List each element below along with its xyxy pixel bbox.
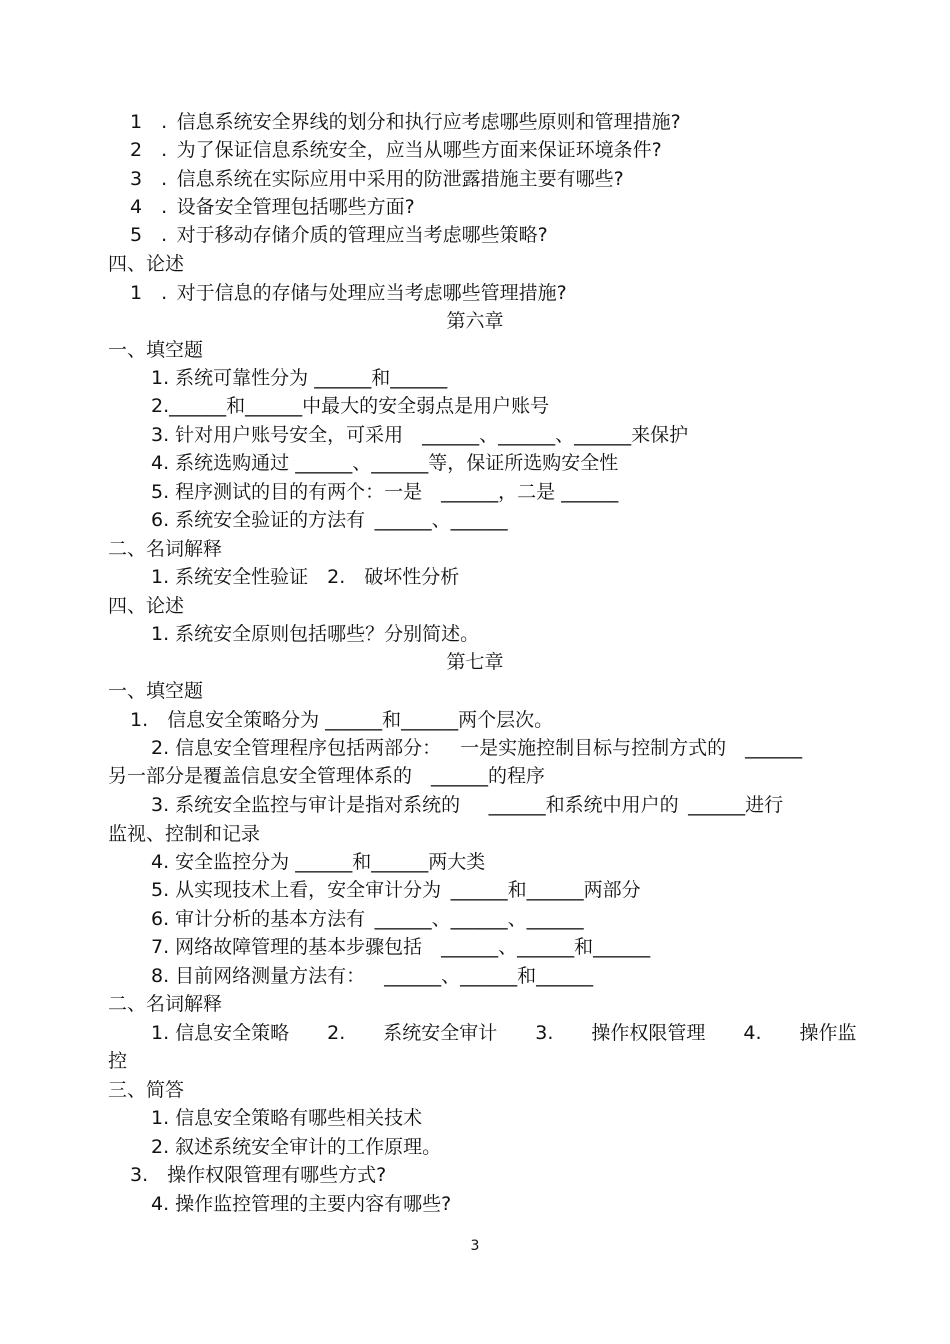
question-line: 2 . 为了保证信息系统安全，应当从哪些方面来保证环境条件?: [130, 139, 662, 161]
question-line: 5 . 对于移动存储介质的管理应当考虑哪些策略?: [130, 224, 548, 246]
section-heading: 四、论述: [108, 253, 185, 275]
question-line: 3. 系统安全监控与审计是指对系统的 ______和系统中用户的 ______进行: [151, 794, 784, 816]
question-line: 1. 系统可靠性分为 ______和______: [151, 367, 448, 389]
question-line: 3 . 信息系统在实际应用中采用的防泄露措施主要有哪些?: [130, 168, 624, 190]
section-heading: 二、名词解释: [108, 993, 223, 1015]
question-line: 2. 信息安全管理程序包括两部分： 一是实施控制目标与控制方式的 ______: [151, 737, 803, 759]
question-line: 1. 系统安全性验证 2. 破坏性分析: [151, 566, 460, 588]
chapter-title: 第六章: [446, 310, 504, 332]
question-line: 1. 信息安全策略有哪些相关技术: [151, 1107, 423, 1129]
page-number: 3: [470, 1238, 480, 1254]
question-line: 控: [108, 1050, 128, 1072]
question-line: 1. 系统安全原则包括哪些？分别简述。: [151, 623, 480, 645]
question-line: 3. 操作权限管理有哪些方式?: [130, 1164, 387, 1186]
question-line: 1 . 对于信息的存储与处理应当考虑哪些管理措施?: [130, 282, 567, 304]
question-line: 1. 信息安全策略 2. 系统安全审计 3. 操作权限管理 4. 操作监: [151, 1022, 857, 1044]
question-line: 3. 针对用户账号安全，可采用 ______、______、______来保护: [151, 424, 689, 446]
question-line: 7. 网络故障管理的基本步骤包括 ______、______和______: [151, 936, 651, 958]
section-heading: 二、名词解释: [108, 538, 223, 560]
question-line: 2.______和______中最大的安全弱点是用户账号: [151, 395, 550, 417]
question-line: 4. 系统选购通过 ______、______等，保证所选购安全性: [151, 452, 619, 474]
question-line: 6. 系统安全验证的方法有 ______、______: [151, 509, 508, 531]
question-line: 4 . 设备安全管理包括哪些方面?: [130, 196, 415, 218]
section-heading: 四、论述: [108, 595, 185, 617]
question-line: 监视、控制和记录: [108, 823, 261, 845]
chapter-title: 第七章: [446, 651, 504, 673]
question-line: 4. 操作监控管理的主要内容有哪些?: [151, 1193, 452, 1215]
question-line: 8. 目前网络测量方法有： ______、______和______: [151, 965, 594, 987]
question-line: 4. 安全监控分为 ______和______两大类: [151, 851, 486, 873]
question-line: 1 . 信息系统安全界线的划分和执行应考虑哪些原则和管理措施?: [130, 111, 681, 133]
question-line: 5. 从实现技术上看，安全审计分为 ______和______两部分: [151, 879, 641, 901]
section-heading: 一、填空题: [108, 339, 204, 361]
question-line: 2. 叙述系统安全审计的工作原理。: [151, 1136, 442, 1158]
question-line: 另一部分是覆盖信息安全管理体系的 ______的程序: [108, 765, 546, 787]
question-line: 1. 信息安全策略分为 ______和______两个层次。: [130, 709, 554, 731]
section-heading: 一、填空题: [108, 680, 204, 702]
question-line: 6. 审计分析的基本方法有 ______、______、______: [151, 908, 584, 930]
section-heading: 三、简答: [108, 1079, 185, 1101]
question-line: 5. 程序测试的目的有两个：一是 ______，二是 ______: [151, 481, 619, 503]
